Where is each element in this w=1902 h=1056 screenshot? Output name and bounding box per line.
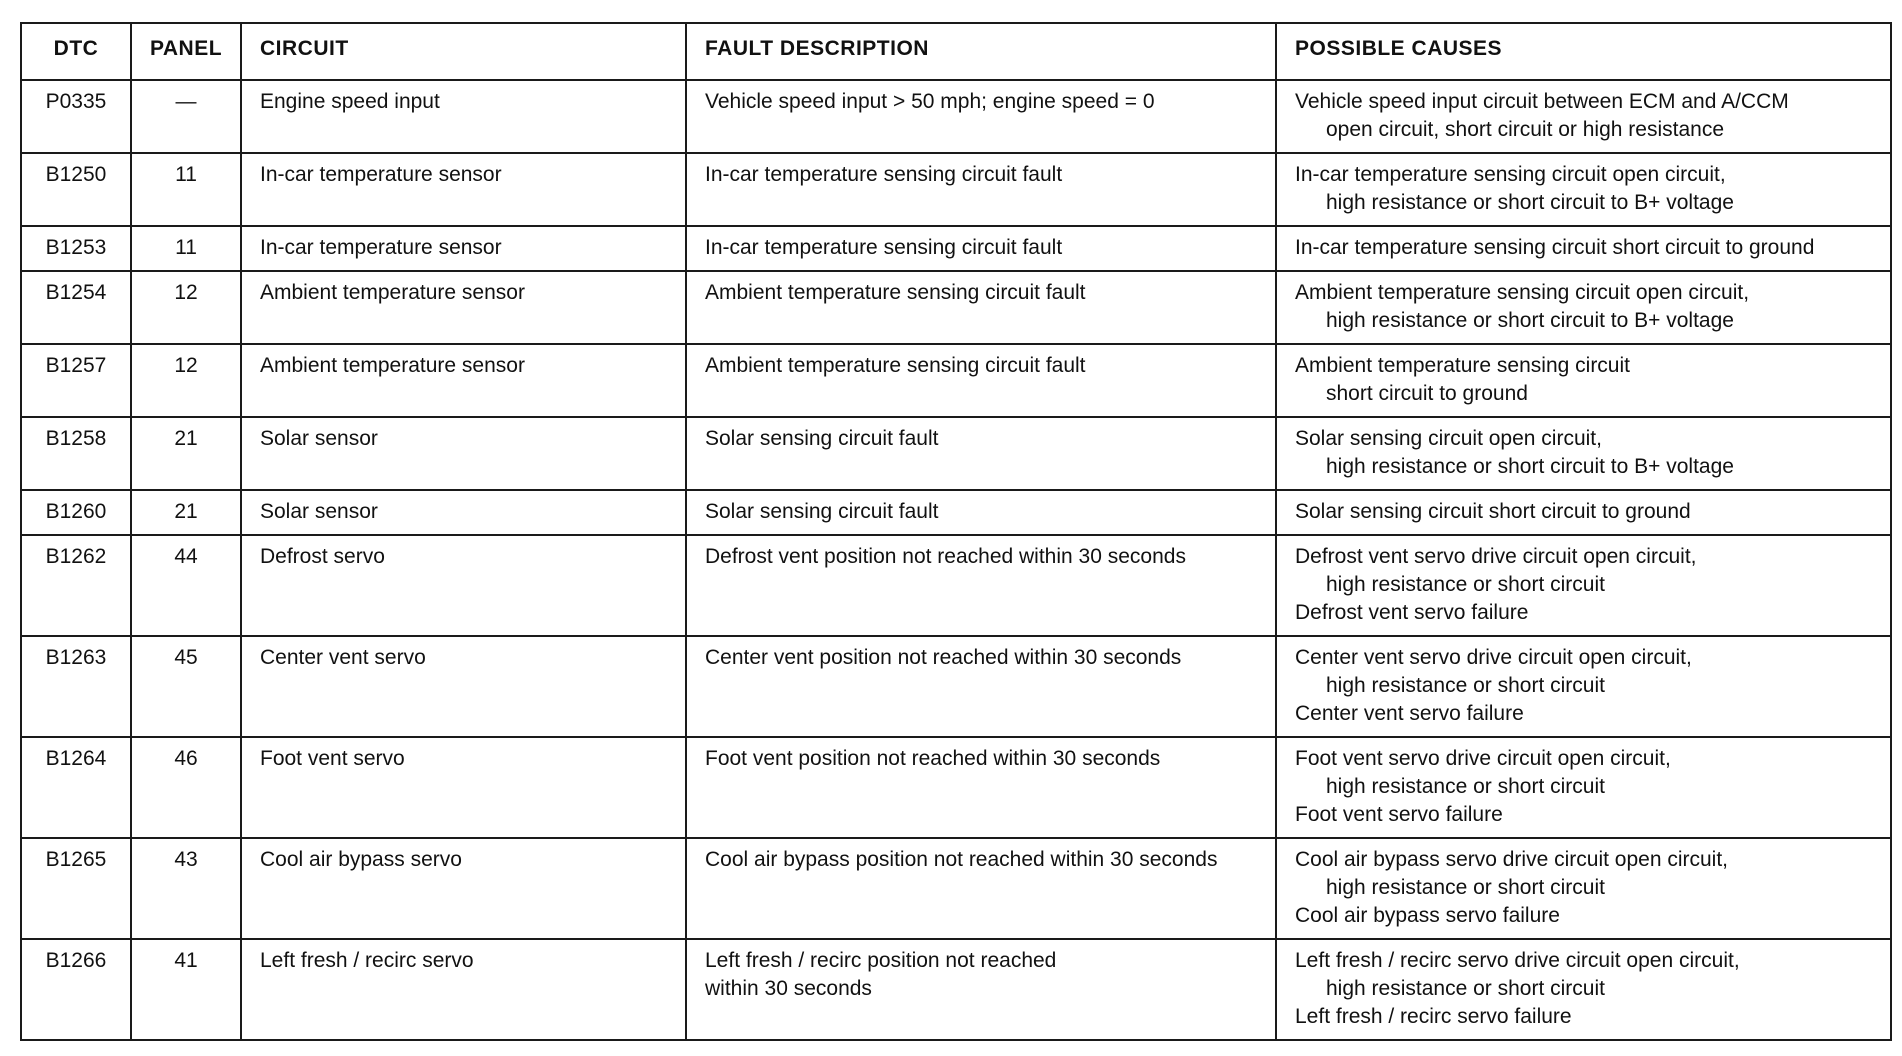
circuit-cell — [241, 80, 686, 153]
table-row — [21, 417, 1891, 490]
cause-line: high resistance or short circuit to B+ voltage — [1326, 309, 1734, 332]
cause-line: Ambient temperature sensing circuit open circuit, — [1295, 281, 1750, 304]
cause-line: high resistance or short circuit — [1326, 674, 1605, 697]
dtc-table — [20, 22, 1892, 1041]
cause-line: Solar sensing circuit short circuit to ground — [1295, 500, 1691, 523]
possible-causes-cell — [1276, 490, 1891, 535]
dtc-code-cell-text: B1263 — [45, 646, 107, 669]
dtc-code-cell-text: B1254 — [45, 281, 107, 304]
cause-line: Ambient temperature sensing circuit — [1295, 354, 1630, 377]
dtc-code-cell-text: B1257 — [45, 354, 107, 377]
dtc-code-cell — [21, 939, 131, 1040]
fault-description-cell — [686, 838, 1276, 939]
circuit-cell-text: Ambient temperature sensor — [260, 281, 525, 304]
cause-line: In-car temperature sensing circuit short circuit to ground — [1295, 236, 1815, 259]
circuit-cell — [241, 226, 686, 271]
panel-code-cell — [131, 417, 241, 490]
cause-line: high resistance or short circuit — [1326, 876, 1605, 899]
circuit-cell-text: Engine speed input — [260, 90, 440, 113]
cause-line: Left fresh / recirc servo drive circuit open circuit, — [1295, 949, 1740, 972]
fault-description-cell-text: Ambient temperature sensing circuit fault — [705, 281, 1086, 304]
cause-line: Center vent servo drive circuit open circuit, — [1295, 646, 1692, 669]
possible-causes-cell — [1276, 636, 1891, 737]
panel-code-cell — [131, 80, 241, 153]
circuit-cell-text: Cool air bypass servo — [260, 848, 462, 871]
dtc-code-cell — [21, 636, 131, 737]
dtc-code-cell-text: B1253 — [45, 236, 107, 259]
possible-causes-cell — [1276, 271, 1891, 344]
fault-description-cell-text: Foot vent position not reached within 30 seconds — [705, 747, 1161, 770]
dtc-code-cell-text: P0335 — [45, 90, 107, 113]
dtc-code-cell — [21, 737, 131, 838]
dtc-code-cell — [21, 226, 131, 271]
fault-description-cell-text: Defrost vent position not reached within 30 seconds — [705, 545, 1186, 568]
circuit-cell — [241, 417, 686, 490]
dtc-code-cell — [21, 838, 131, 939]
fault-description-cell — [686, 737, 1276, 838]
cause-line: Left fresh / recirc servo failure — [1295, 1005, 1572, 1028]
panel-code-cell-text: 43 — [174, 848, 198, 871]
panel-code-cell-text: 12 — [174, 354, 198, 377]
possible-causes-cell — [1276, 226, 1891, 271]
header-row — [21, 23, 1891, 80]
panel-code-cell — [131, 737, 241, 838]
header-circuit: CIRCUIT — [241, 23, 686, 80]
cause-line: Solar sensing circuit open circuit, — [1295, 427, 1602, 450]
cause-line: Defrost vent servo failure — [1295, 601, 1529, 624]
panel-code-cell-text: 44 — [174, 545, 198, 568]
fault-description-cell — [686, 490, 1276, 535]
possible-causes-cell — [1276, 344, 1891, 417]
panel-code-cell-text: 45 — [174, 646, 198, 669]
fault-description-cell-text: Vehicle speed input > 50 mph; engine speed = 0 — [705, 90, 1155, 113]
circuit-cell — [241, 490, 686, 535]
fault-description-cell-text: Ambient temperature sensing circuit fault — [705, 354, 1086, 377]
table-row — [21, 535, 1891, 636]
cause-line: Cool air bypass servo drive circuit open circuit, — [1295, 848, 1729, 871]
circuit-cell-text: Ambient temperature sensor — [260, 354, 525, 377]
circuit-cell — [241, 271, 686, 344]
dtc-code-cell — [21, 271, 131, 344]
possible-causes-cell — [1276, 153, 1891, 226]
fault-description-cell-text: Solar sensing circuit fault — [705, 500, 939, 523]
circuit-cell-text: Solar sensor — [260, 427, 378, 450]
fault-description-cell-text: In-car temperature sensing circuit fault — [705, 163, 1063, 186]
circuit-cell — [241, 838, 686, 939]
fault-description-cell-text: In-car temperature sensing circuit fault — [705, 236, 1063, 259]
fault-description-cell — [686, 226, 1276, 271]
panel-code-cell — [131, 271, 241, 344]
cause-line: Foot vent servo failure — [1295, 803, 1503, 826]
fault-description-cell-text: Left fresh / recirc position not reached within 30 seconds — [705, 949, 1057, 1000]
fault-description-cell — [686, 939, 1276, 1040]
circuit-cell-text: Solar sensor — [260, 500, 378, 523]
table-row — [21, 838, 1891, 939]
circuit-cell-text: Left fresh / recirc servo — [260, 949, 474, 972]
possible-causes-cell — [1276, 939, 1891, 1040]
table-row — [21, 636, 1891, 737]
header-possible-causes: POSSIBLE CAUSES — [1276, 23, 1891, 80]
panel-code-cell-text: 46 — [174, 747, 198, 770]
cause-line: Center vent servo failure — [1295, 702, 1524, 725]
cause-line: high resistance or short circuit to B+ voltage — [1326, 191, 1734, 214]
circuit-cell — [241, 737, 686, 838]
circuit-cell — [241, 535, 686, 636]
dtc-code-cell-text: B1266 — [45, 949, 107, 972]
header-fault-description: FAULT DESCRIPTION — [686, 23, 1276, 80]
circuit-cell — [241, 344, 686, 417]
panel-code-cell-text: 12 — [174, 281, 198, 304]
dtc-code-cell — [21, 80, 131, 153]
possible-causes-cell — [1276, 737, 1891, 838]
fault-description-cell-text: Solar sensing circuit fault — [705, 427, 939, 450]
cause-line: high resistance or short circuit — [1326, 977, 1605, 1000]
cause-line: In-car temperature sensing circuit open circuit, — [1295, 163, 1726, 186]
cause-line: high resistance or short circuit to B+ voltage — [1326, 455, 1734, 478]
fault-description-cell — [686, 153, 1276, 226]
dtc-code-cell-text: B1260 — [45, 500, 107, 523]
fault-description-cell — [686, 636, 1276, 737]
table-row — [21, 271, 1891, 344]
cause-line: Cool air bypass servo failure — [1295, 904, 1560, 927]
cause-line: high resistance or short circuit — [1326, 775, 1605, 798]
circuit-cell-text: Foot vent servo — [260, 747, 405, 770]
dtc-code-cell-text: B1250 — [45, 163, 107, 186]
dtc-code-cell — [21, 490, 131, 535]
dtc-code-cell — [21, 535, 131, 636]
dtc-code-cell-text: B1265 — [45, 848, 107, 871]
circuit-cell — [241, 939, 686, 1040]
possible-causes-cell — [1276, 838, 1891, 939]
fault-description-cell — [686, 271, 1276, 344]
circuit-cell-text: Defrost servo — [260, 545, 385, 568]
cause-line: high resistance or short circuit — [1326, 573, 1605, 596]
panel-code-cell-text: 41 — [174, 949, 198, 972]
dtc-code-cell — [21, 344, 131, 417]
circuit-cell-text: In-car temperature sensor — [260, 163, 502, 186]
fault-description-cell — [686, 80, 1276, 153]
panel-code-cell — [131, 939, 241, 1040]
panel-code-cell — [131, 490, 241, 535]
panel-code-cell-text: 21 — [174, 500, 198, 523]
panel-code-cell — [131, 636, 241, 737]
panel-code-cell-text: 11 — [175, 236, 197, 259]
fault-description-cell — [686, 344, 1276, 417]
table-row — [21, 737, 1891, 838]
dtc-code-cell-text: B1262 — [45, 545, 107, 568]
dtc-code-cell — [21, 153, 131, 226]
circuit-cell-text: Center vent servo — [260, 646, 426, 669]
panel-code-cell — [131, 226, 241, 271]
cause-line: Foot vent servo drive circuit open circuit, — [1295, 747, 1671, 770]
cause-line: Vehicle speed input circuit between ECM and A/CCM — [1295, 90, 1789, 113]
panel-code-cell — [131, 838, 241, 939]
panel-code-cell-text: 11 — [175, 163, 197, 186]
table-row — [21, 226, 1891, 271]
table-row — [21, 344, 1891, 417]
panel-code-cell-text: 21 — [174, 427, 198, 450]
dtc-code-cell-text: B1264 — [45, 747, 107, 770]
table-row — [21, 490, 1891, 535]
cause-line: open circuit, short circuit or high resistance — [1326, 118, 1725, 141]
panel-code-cell — [131, 535, 241, 636]
table-row — [21, 939, 1891, 1040]
panel-code-cell — [131, 153, 241, 226]
dtc-code-cell-text: B1258 — [45, 427, 107, 450]
fault-description-cell — [686, 535, 1276, 636]
possible-causes-cell — [1276, 80, 1891, 153]
circuit-cell — [241, 153, 686, 226]
panel-code-cell-text: — — [175, 90, 197, 113]
fault-description-cell-text: Center vent position not reached within 30 seconds — [705, 646, 1182, 669]
table-row — [21, 80, 1891, 153]
dtc-code-cell — [21, 417, 131, 490]
possible-causes-cell — [1276, 417, 1891, 490]
cause-line: short circuit to ground — [1326, 382, 1528, 405]
circuit-cell — [241, 636, 686, 737]
cause-line: Defrost vent servo drive circuit open circuit, — [1295, 545, 1697, 568]
table-body — [21, 80, 1891, 1040]
fault-description-cell-text: Cool air bypass position not reached within 30 seconds — [705, 848, 1218, 871]
header-panel: PANEL — [131, 23, 241, 80]
fault-description-cell — [686, 417, 1276, 490]
table-header — [21, 23, 1891, 80]
panel-code-cell — [131, 344, 241, 417]
circuit-cell-text: In-car temperature sensor — [260, 236, 502, 259]
table-row — [21, 153, 1891, 226]
header-dtc: DTC — [21, 23, 131, 80]
possible-causes-cell — [1276, 535, 1891, 636]
